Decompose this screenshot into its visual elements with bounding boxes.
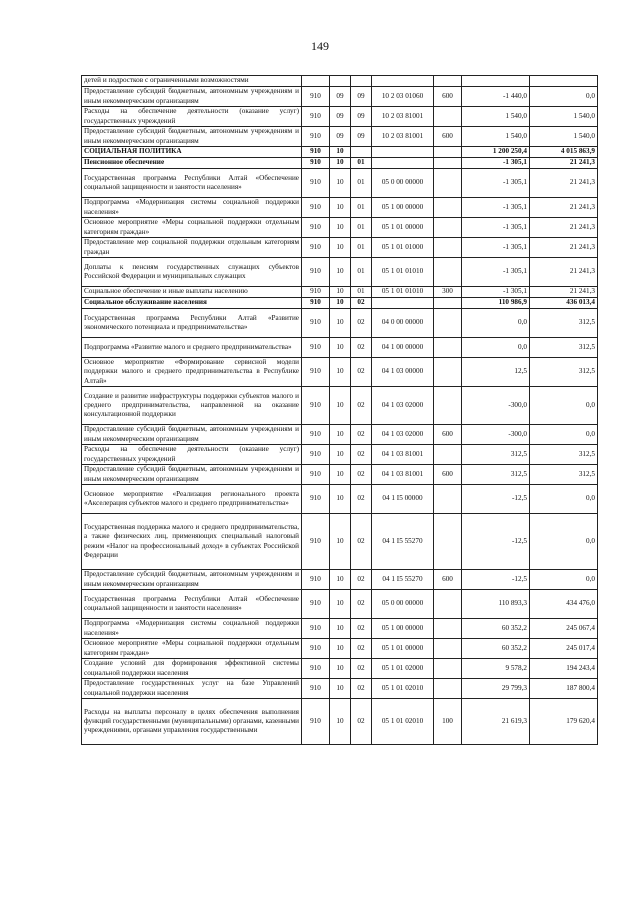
row-pr-cell: 01 — [351, 238, 372, 258]
row-sum-1-cell: -12,5 — [462, 570, 530, 590]
row-csr-cell: 05 1 01 02010 — [372, 679, 434, 699]
row-vr-cell — [434, 158, 462, 169]
row-vr-cell — [434, 358, 462, 387]
row-pr-cell: 02 — [351, 619, 372, 639]
row-sum-2-cell: 0,0 — [530, 485, 598, 514]
row-csr-cell: 10 2 03 81001 — [372, 107, 434, 127]
row-rz-cell — [330, 76, 351, 87]
row-ved-cell: 910 — [302, 287, 330, 298]
row-csr-cell: 04 1 03 02000 — [372, 425, 434, 445]
row-rz-cell: 10 — [330, 590, 351, 619]
row-csr-cell: 04 1 I5 00000 — [372, 485, 434, 514]
row-name-cell: Основное мероприятие «Формирование сервисной модели поддержки малого и среднего предпринимательства в Республике Алтай» — [82, 358, 302, 387]
row-name-cell: СОЦИАЛЬНАЯ ПОЛИТИКА — [82, 147, 302, 158]
row-ved-cell: 910 — [302, 514, 330, 570]
row-sum-1-cell: -1 305,1 — [462, 169, 530, 198]
row-csr-cell: 05 1 01 00000 — [372, 639, 434, 659]
row-sum-2-cell: 21 241,3 — [530, 287, 598, 298]
row-csr-cell: 04 1 03 00000 — [372, 358, 434, 387]
row-sum-1-cell: -1 305,1 — [462, 258, 530, 287]
row-sum-1-cell: 21 619,3 — [462, 699, 530, 745]
row-ved-cell: 910 — [302, 298, 330, 309]
row-csr-cell: 04 0 00 00000 — [372, 309, 434, 338]
row-ved-cell: 910 — [302, 590, 330, 619]
row-sum-2-cell: 1 540,0 — [530, 107, 598, 127]
row-sum-1-cell: 312,5 — [462, 465, 530, 485]
row-sum-1-cell: 110 986,9 — [462, 298, 530, 309]
row-csr-cell: 05 0 00 00000 — [372, 590, 434, 619]
row-pr-cell: 02 — [351, 659, 372, 679]
row-name-cell: Государственная программа Республики Алтай «Обеспечение социальной защищенности и занятости населения» — [82, 169, 302, 198]
row-name-cell: Подпрограмма «Развитие малого и среднего предпринимательства» — [82, 338, 302, 358]
row-ved-cell: 910 — [302, 198, 330, 218]
row-ved-cell: 910 — [302, 619, 330, 639]
row-vr-cell — [434, 169, 462, 198]
row-sum-1-cell: -1 305,1 — [462, 287, 530, 298]
row-csr-cell: 04 1 03 81001 — [372, 445, 434, 465]
row-pr-cell — [351, 76, 372, 87]
row-pr-cell: 01 — [351, 287, 372, 298]
row-rz-cell: 10 — [330, 679, 351, 699]
row-name-cell: Доплаты к пенсиям государственных служащих субъектов Российской Федерации и муниципальных служащих — [82, 258, 302, 287]
row-csr-cell: 05 1 00 00000 — [372, 619, 434, 639]
row-rz-cell: 10 — [330, 169, 351, 198]
row-sum-2-cell — [530, 76, 598, 87]
table-row — [82, 287, 598, 298]
row-rz-cell: 10 — [330, 514, 351, 570]
row-pr-cell: 09 — [351, 127, 372, 147]
row-ved-cell: 910 — [302, 659, 330, 679]
row-pr-cell: 01 — [351, 158, 372, 169]
row-name-cell: Создание и развитие инфраструктуры поддержки субъектов малого и среднего предпринимательства, направленной на оказание консультационной поддержки — [82, 387, 302, 425]
row-csr-cell: 10 2 03 81001 — [372, 127, 434, 147]
row-pr-cell: 02 — [351, 309, 372, 338]
row-csr-cell — [372, 76, 434, 87]
row-sum-1-cell: 60 352,2 — [462, 639, 530, 659]
row-sum-2-cell: 0,0 — [530, 514, 598, 570]
row-sum-1-cell — [462, 76, 530, 87]
row-name-cell: Предоставление государственных услуг на базе Управлений социальной поддержки населения — [82, 679, 302, 699]
table-row — [82, 298, 598, 309]
row-pr-cell: 02 — [351, 338, 372, 358]
row-pr-cell: 02 — [351, 387, 372, 425]
row-ved-cell: 910 — [302, 258, 330, 287]
row-vr-cell — [434, 679, 462, 699]
row-name-cell: Пенсионное обеспечение — [82, 158, 302, 169]
row-pr-cell: 02 — [351, 639, 372, 659]
row-ved-cell: 910 — [302, 87, 330, 107]
row-rz-cell: 09 — [330, 87, 351, 107]
row-sum-2-cell: 4 015 863,9 — [530, 147, 598, 158]
row-ved-cell: 910 — [302, 169, 330, 198]
table-row — [82, 107, 598, 127]
row-vr-cell: 600 — [434, 465, 462, 485]
row-name-cell: Подпрограмма «Модернизация системы социальной поддержки населения» — [82, 198, 302, 218]
row-sum-1-cell: 312,5 — [462, 445, 530, 465]
row-rz-cell: 10 — [330, 309, 351, 338]
row-vr-cell — [434, 298, 462, 309]
row-csr-cell: 04 1 03 02000 — [372, 387, 434, 425]
row-rz-cell: 10 — [330, 570, 351, 590]
row-ved-cell: 910 — [302, 158, 330, 169]
row-pr-cell: 02 — [351, 485, 372, 514]
row-sum-2-cell: 1 540,0 — [530, 127, 598, 147]
row-sum-2-cell: 312,5 — [530, 338, 598, 358]
row-sum-1-cell: 60 352,2 — [462, 619, 530, 639]
row-ved-cell: 910 — [302, 485, 330, 514]
row-rz-cell: 10 — [330, 198, 351, 218]
row-name-cell: Расходы на обеспечение деятельности (оказание услуг) государственных учреждений — [82, 107, 302, 127]
table-row — [82, 514, 598, 570]
row-name-cell: Основное мероприятие «Реализация регионального проекта «Акселерация субъектов малого и среднего предпринимательства» — [82, 485, 302, 514]
row-rz-cell: 10 — [330, 238, 351, 258]
row-name-cell: Государственная программа Республики Алтай «Развитие экономического потенциала и предпринимательства» — [82, 309, 302, 338]
table-row — [82, 387, 598, 425]
row-name-cell: Предоставление субсидий бюджетным, автономным учреждениям и иным некоммерческим организациям — [82, 425, 302, 445]
row-rz-cell: 10 — [330, 659, 351, 679]
row-pr-cell: 02 — [351, 298, 372, 309]
row-pr-cell: 02 — [351, 590, 372, 619]
row-sum-2-cell: 312,5 — [530, 309, 598, 338]
row-rz-cell: 10 — [330, 287, 351, 298]
row-csr-cell: 05 0 00 00000 — [372, 169, 434, 198]
row-sum-1-cell: -1 305,1 — [462, 238, 530, 258]
table-row — [82, 238, 598, 258]
row-sum-2-cell: 179 620,4 — [530, 699, 598, 745]
row-ved-cell: 910 — [302, 218, 330, 238]
row-sum-2-cell: 434 476,0 — [530, 590, 598, 619]
row-vr-cell: 600 — [434, 127, 462, 147]
row-name-cell: Социальное обеспечение и иные выплаты населению — [82, 287, 302, 298]
row-vr-cell — [434, 445, 462, 465]
table-row — [82, 679, 598, 699]
row-sum-1-cell: 1 540,0 — [462, 107, 530, 127]
row-rz-cell: 10 — [330, 338, 351, 358]
row-name-cell: Расходы на обеспечение деятельности (оказание услуг) государственных учреждений — [82, 445, 302, 465]
row-vr-cell — [434, 76, 462, 87]
row-csr-cell: 04 1 03 81001 — [372, 465, 434, 485]
row-sum-2-cell: 187 800,4 — [530, 679, 598, 699]
row-sum-1-cell: -300,0 — [462, 387, 530, 425]
row-sum-2-cell: 21 241,3 — [530, 198, 598, 218]
row-csr-cell: 05 1 01 01010 — [372, 258, 434, 287]
row-ved-cell: 910 — [302, 639, 330, 659]
row-name-cell: Государственная программа Республики Алтай «Обеспечение социальной защищенности и занятости населения» — [82, 590, 302, 619]
row-csr-cell — [372, 147, 434, 158]
row-rz-cell: 10 — [330, 218, 351, 238]
row-sum-2-cell: 0,0 — [530, 425, 598, 445]
row-name-cell: Предоставление субсидий бюджетным, автономным учреждениям и иным некоммерческим организациям — [82, 87, 302, 107]
table-row — [82, 87, 598, 107]
row-ved-cell — [302, 76, 330, 87]
row-vr-cell — [434, 659, 462, 679]
row-ved-cell: 910 — [302, 338, 330, 358]
row-sum-2-cell: 0,0 — [530, 87, 598, 107]
row-rz-cell: 10 — [330, 485, 351, 514]
row-name-cell: Основное мероприятие «Меры социальной поддержки отдельным категориям граждан» — [82, 218, 302, 238]
row-pr-cell: 02 — [351, 445, 372, 465]
table-row — [82, 158, 598, 169]
row-sum-1-cell: -300,0 — [462, 425, 530, 445]
row-csr-cell — [372, 298, 434, 309]
row-csr-cell — [372, 158, 434, 169]
row-vr-cell: 100 — [434, 699, 462, 745]
row-csr-cell: 05 1 01 02000 — [372, 659, 434, 679]
table-row — [82, 198, 598, 218]
row-name-cell: Государственная поддержка малого и среднего предпринимательства, а также физических лиц, применяющих специальный налоговый режим «Налог на профессиональный доход» в субъектах Российской Федерации — [82, 514, 302, 570]
row-vr-cell — [434, 147, 462, 158]
row-rz-cell: 10 — [330, 298, 351, 309]
row-sum-1-cell: 29 799,3 — [462, 679, 530, 699]
table-row — [82, 338, 598, 358]
row-vr-cell — [434, 485, 462, 514]
table-row — [82, 485, 598, 514]
row-sum-2-cell: 312,5 — [530, 445, 598, 465]
table-row — [82, 590, 598, 619]
row-name-cell: Социальное обслуживание населения — [82, 298, 302, 309]
row-name-cell: Предоставление субсидий бюджетным, автономным учреждениям и иным некоммерческим организациям — [82, 127, 302, 147]
row-csr-cell: 04 1 00 00000 — [372, 338, 434, 358]
row-vr-cell: 600 — [434, 87, 462, 107]
table-row — [82, 218, 598, 238]
row-ved-cell: 910 — [302, 570, 330, 590]
row-rz-cell: 09 — [330, 107, 351, 127]
row-vr-cell: 300 — [434, 287, 462, 298]
row-sum-1-cell: 1 200 250,4 — [462, 147, 530, 158]
row-sum-1-cell: 12,5 — [462, 358, 530, 387]
row-name-cell: Создание условий для формирования эффективной системы социальной поддержки населения — [82, 659, 302, 679]
row-csr-cell: 10 2 03 01060 — [372, 87, 434, 107]
table-row — [82, 258, 598, 287]
row-rz-cell: 10 — [330, 258, 351, 287]
row-vr-cell — [434, 198, 462, 218]
row-sum-1-cell: -12,5 — [462, 514, 530, 570]
row-vr-cell — [434, 338, 462, 358]
row-vr-cell: 600 — [434, 425, 462, 445]
row-sum-2-cell: 436 013,4 — [530, 298, 598, 309]
row-sum-1-cell: -1 305,1 — [462, 198, 530, 218]
row-sum-2-cell: 21 241,3 — [530, 158, 598, 169]
row-vr-cell — [434, 639, 462, 659]
row-csr-cell: 04 1 I5 55270 — [372, 514, 434, 570]
row-pr-cell: 02 — [351, 570, 372, 590]
table-row — [82, 76, 598, 87]
table-row — [82, 570, 598, 590]
row-sum-1-cell: 9 578,2 — [462, 659, 530, 679]
row-sum-2-cell: 245 017,4 — [530, 639, 598, 659]
row-ved-cell: 910 — [302, 699, 330, 745]
row-pr-cell: 01 — [351, 258, 372, 287]
row-pr-cell: 02 — [351, 699, 372, 745]
row-ved-cell: 910 — [302, 127, 330, 147]
row-sum-2-cell: 21 241,3 — [530, 238, 598, 258]
row-pr-cell: 09 — [351, 87, 372, 107]
table-row — [82, 147, 598, 158]
table-row — [82, 127, 598, 147]
row-vr-cell — [434, 107, 462, 127]
row-vr-cell — [434, 514, 462, 570]
row-rz-cell: 10 — [330, 699, 351, 745]
row-sum-2-cell: 21 241,3 — [530, 258, 598, 287]
row-pr-cell: 02 — [351, 679, 372, 699]
row-name-cell: Подпрограмма «Модернизация системы социальной поддержки населения» — [82, 619, 302, 639]
table-row — [82, 358, 598, 387]
row-vr-cell — [434, 590, 462, 619]
row-pr-cell — [351, 147, 372, 158]
row-sum-2-cell: 245 067,4 — [530, 619, 598, 639]
table-row — [82, 639, 598, 659]
row-csr-cell: 05 1 01 01010 — [372, 287, 434, 298]
row-rz-cell: 10 — [330, 445, 351, 465]
row-ved-cell: 910 — [302, 465, 330, 485]
page-number: 149 — [311, 39, 329, 53]
row-ved-cell: 910 — [302, 107, 330, 127]
row-vr-cell — [434, 238, 462, 258]
row-vr-cell — [434, 258, 462, 287]
row-name-cell: Предоставление мер социальной поддержки отдельным категориям граждан — [82, 238, 302, 258]
row-pr-cell: 09 — [351, 107, 372, 127]
row-sum-2-cell: 21 241,3 — [530, 169, 598, 198]
row-rz-cell: 10 — [330, 147, 351, 158]
row-pr-cell: 02 — [351, 465, 372, 485]
table-row — [82, 659, 598, 679]
row-sum-2-cell: 194 243,4 — [530, 659, 598, 679]
table-row — [82, 699, 598, 745]
row-pr-cell: 02 — [351, 358, 372, 387]
row-pr-cell: 01 — [351, 169, 372, 198]
row-rz-cell: 10 — [330, 158, 351, 169]
row-sum-1-cell: -1 305,1 — [462, 158, 530, 169]
row-sum-1-cell: -12,5 — [462, 485, 530, 514]
row-vr-cell — [434, 218, 462, 238]
row-ved-cell: 910 — [302, 309, 330, 338]
row-rz-cell: 10 — [330, 619, 351, 639]
row-vr-cell — [434, 619, 462, 639]
row-sum-1-cell: 0,0 — [462, 338, 530, 358]
table-row — [82, 619, 598, 639]
row-csr-cell: 05 1 01 02010 — [372, 699, 434, 745]
row-pr-cell: 01 — [351, 198, 372, 218]
table-row — [82, 425, 598, 445]
row-rz-cell: 10 — [330, 425, 351, 445]
row-rz-cell: 10 — [330, 387, 351, 425]
row-name-cell: Основное мероприятие «Меры социальной поддержки отдельным категориям граждан» — [82, 639, 302, 659]
row-sum-1-cell: -1 440,0 — [462, 87, 530, 107]
table-row — [82, 465, 598, 485]
row-name-cell: детей и подростков с ограниченными возможностями — [82, 76, 302, 87]
row-csr-cell: 05 1 00 00000 — [372, 198, 434, 218]
row-sum-1-cell: 110 893,3 — [462, 590, 530, 619]
row-sum-1-cell: 0,0 — [462, 309, 530, 338]
budget-table-body — [82, 76, 598, 745]
row-ved-cell: 910 — [302, 445, 330, 465]
row-csr-cell: 04 1 I5 55270 — [372, 570, 434, 590]
row-sum-2-cell: 312,5 — [530, 465, 598, 485]
row-sum-2-cell: 21 241,3 — [530, 218, 598, 238]
row-ved-cell: 910 — [302, 425, 330, 445]
row-name-cell: Расходы на выплаты персоналу в целях обеспечения выполнения функций государственными (муниципальными) органами, казенными учреждениями, органами управления государственными — [82, 699, 302, 745]
row-sum-2-cell: 0,0 — [530, 387, 598, 425]
budget-table — [81, 75, 598, 745]
row-rz-cell: 10 — [330, 358, 351, 387]
row-vr-cell: 600 — [434, 570, 462, 590]
row-ved-cell: 910 — [302, 679, 330, 699]
row-sum-1-cell: 1 540,0 — [462, 127, 530, 147]
row-rz-cell: 10 — [330, 465, 351, 485]
table-row — [82, 309, 598, 338]
row-ved-cell: 910 — [302, 358, 330, 387]
row-sum-2-cell: 312,5 — [530, 358, 598, 387]
row-csr-cell: 05 1 01 01000 — [372, 238, 434, 258]
row-ved-cell: 910 — [302, 147, 330, 158]
row-vr-cell — [434, 309, 462, 338]
table-row — [82, 169, 598, 198]
row-rz-cell: 10 — [330, 639, 351, 659]
row-sum-1-cell: -1 305,1 — [462, 218, 530, 238]
row-name-cell: Предоставление субсидий бюджетным, автономным учреждениям и иным некоммерческим организациям — [82, 570, 302, 590]
row-pr-cell: 02 — [351, 425, 372, 445]
row-name-cell: Предоставление субсидий бюджетным, автономным учреждениям и иным некоммерческим организациям — [82, 465, 302, 485]
row-pr-cell: 02 — [351, 514, 372, 570]
row-sum-2-cell: 0,0 — [530, 570, 598, 590]
table-row — [82, 445, 598, 465]
row-vr-cell — [434, 387, 462, 425]
row-csr-cell: 05 1 01 00000 — [372, 218, 434, 238]
row-ved-cell: 910 — [302, 238, 330, 258]
row-pr-cell: 01 — [351, 218, 372, 238]
row-rz-cell: 09 — [330, 127, 351, 147]
row-ved-cell: 910 — [302, 387, 330, 425]
